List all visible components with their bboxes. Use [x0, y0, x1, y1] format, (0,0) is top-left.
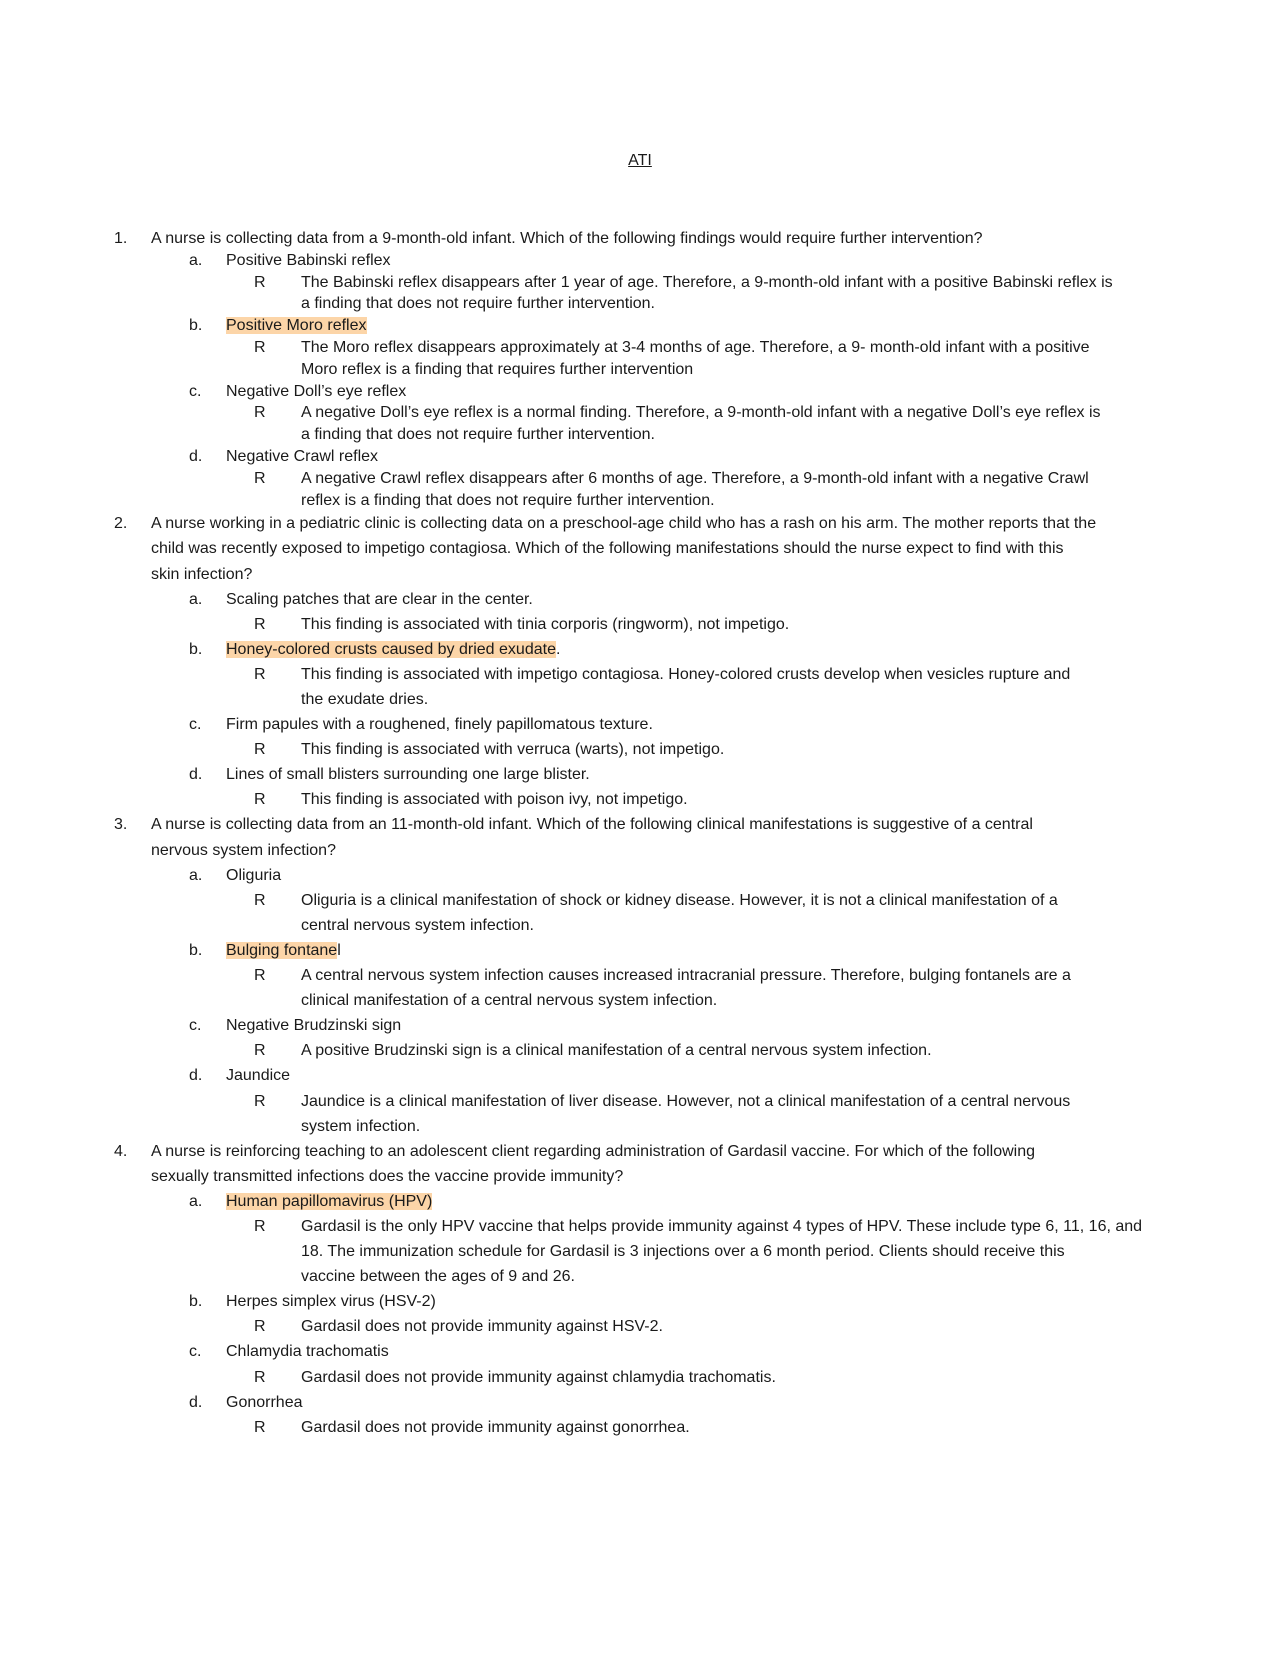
rationale-text: Oliguria is a clinical manifestation of shock or kidney disease. However, it is not a clinical manifestation of a: [301, 891, 1058, 909]
answer-option: [0, 637, 1280, 662]
question-stem-text: A nurse is collecting data from a 9-month-old infant. Which of the following findings would require further intervention?: [151, 230, 983, 247]
option-text: Jaundice: [226, 1067, 291, 1085]
answer-option: [0, 315, 1280, 337]
rationale-line: [0, 490, 1280, 512]
rationale-line: [0, 787, 1280, 812]
rationale-marker: R: [254, 469, 266, 487]
rationale-line: [0, 1089, 1280, 1114]
rationale-marker: R: [254, 891, 266, 909]
rationale-text: reflex is a finding that does not require further intervention.: [301, 491, 715, 509]
rationale-marker: R: [254, 1042, 266, 1060]
rationale-text: This finding is associated with tinia corporis (ringworm), not impetigo.: [301, 615, 790, 633]
correct-answer-highlight: Bulging fontane: [226, 941, 338, 959]
question-stem-text: A nurse is reinforcing teaching to an adolescent client regarding administration of Gardasil vaccine. For which of the following: [151, 1142, 1036, 1160]
option-letter: b.: [189, 317, 203, 335]
rationale-text: This finding is associated with verruca (warts), not impetigo.: [301, 741, 725, 759]
rationale-text: the exudate dries.: [301, 691, 429, 709]
question-stem-text: child was recently exposed to impetigo contagiosa. Which of the following manifestations should the nurse expect to find with this: [151, 540, 1064, 558]
option-letter: d.: [189, 1067, 203, 1085]
answer-option: [0, 1013, 1280, 1038]
option-text: Chlamydia trachomatis: [226, 1343, 389, 1361]
question-stem-text: A nurse is collecting data from an 11-month-old infant. Which of the following clinical manifestations is suggestive of a central: [151, 816, 1033, 834]
question-stem-line: [0, 1164, 1280, 1189]
answer-option: [0, 1390, 1280, 1415]
question-item: [0, 228, 1280, 511]
rationale-line: [0, 888, 1280, 913]
rationale-line: [0, 1214, 1280, 1239]
rationale-text: Gardasil does not provide immunity against chlamydia trachomatis.: [301, 1368, 776, 1386]
option-letter: a.: [189, 251, 203, 269]
rationale-text: This finding is associated with poison ivy, not impetigo.: [301, 791, 688, 809]
answer-option: [0, 762, 1280, 787]
rationale-line: [0, 1415, 1280, 1440]
option-letter: d.: [189, 766, 203, 784]
rationale-marker: R: [254, 741, 266, 759]
question-stem-line: [0, 562, 1280, 587]
option-letter: d.: [189, 1393, 203, 1411]
answer-option: [0, 863, 1280, 888]
rationale-line: [0, 468, 1280, 490]
correct-answer-highlight: Human papillomavirus (HPV): [226, 1192, 433, 1210]
rationale-line: [0, 359, 1280, 381]
correct-answer-highlight: Positive Moro reflex: [226, 317, 367, 335]
question-stem-text: nervous system infection?: [151, 841, 336, 859]
question-stem-text: A nurse working in a pediatric clinic is collecting data on a preschool-age child who has a rash on his arm. The mother reports that the: [151, 515, 1097, 533]
option-letter: a.: [189, 866, 203, 884]
question-list: [0, 228, 1280, 1440]
option-letter: c.: [189, 382, 202, 400]
option-text: Negative Doll’s eye reflex: [226, 382, 407, 400]
rationale-text: A negative Crawl reflex disappears after 6 months of age. Therefore, a 9-month-old infant with a negative Crawl: [301, 469, 1089, 487]
option-text: Positive Babinski reflex: [226, 251, 391, 269]
rationale-line: [0, 662, 1280, 687]
question-stem-line: [0, 838, 1280, 863]
option-letter: c.: [189, 1343, 202, 1361]
rationale-line: [0, 963, 1280, 988]
question-item: [0, 812, 1280, 1138]
rationale-text: Gardasil is the only HPV vaccine that helps provide immunity against 4 types of HPV. These include type 6, 11, 16, and: [301, 1217, 1143, 1235]
option-letter: a.: [189, 1192, 203, 1210]
rationale-marker: R: [254, 665, 266, 683]
rationale-marker: R: [254, 404, 266, 422]
answer-option: [0, 712, 1280, 737]
option-letter: b.: [189, 640, 203, 658]
rationale-text: A central nervous system infection causes increased intracranial pressure. Therefore, bulging fontanels are a: [301, 967, 1071, 985]
option-letter: b.: [189, 941, 203, 959]
rationale-text: central nervous system infection.: [301, 916, 534, 934]
answer-option: [0, 1289, 1280, 1314]
rationale-line: [0, 1239, 1280, 1264]
question-stem-line: [0, 536, 1280, 561]
option-letter: a.: [189, 590, 203, 608]
rationale-line: [0, 913, 1280, 938]
rationale-marker: R: [254, 1217, 266, 1235]
rationale-line: [0, 1314, 1280, 1339]
question-stem-text: skin infection?: [151, 565, 253, 583]
rationale-line: [0, 988, 1280, 1013]
rationale-line: [0, 1038, 1280, 1063]
rationale-marker: R: [254, 273, 266, 291]
rationale-marker: R: [254, 1418, 266, 1436]
rationale-line: [0, 337, 1280, 359]
question-number: 3.: [114, 816, 128, 834]
rationale-line: [0, 1264, 1280, 1289]
rationale-text: The Moro reflex disappears approximately at 3-4 months of age. Therefore, a 9- month-old infant with a positive: [301, 338, 1090, 356]
answer-option: [0, 938, 1280, 963]
question-number: 2.: [114, 515, 128, 533]
rationale-marker: R: [254, 791, 266, 809]
rationale-marker: R: [254, 1092, 266, 1110]
option-letter: c.: [189, 1017, 202, 1035]
option-text-tail: .: [555, 640, 561, 658]
question-stem-line: [0, 812, 1280, 837]
option-text-tail: l: [337, 941, 341, 959]
question-number: 1.: [114, 230, 128, 247]
answer-option: [0, 250, 1280, 272]
option-text: Gonorrhea: [226, 1393, 303, 1411]
rationale-line: [0, 687, 1280, 712]
rationale-text: a finding that does not require further intervention.: [301, 295, 655, 313]
answer-option: [0, 587, 1280, 612]
rationale-line: [0, 612, 1280, 637]
rationale-line: [0, 402, 1280, 424]
rationale-text: a finding that does not require further intervention.: [301, 426, 655, 444]
correct-answer-highlight: Honey-colored crusts caused by dried exudate: [226, 640, 556, 658]
answer-option: [0, 381, 1280, 403]
answer-option: [0, 446, 1280, 468]
question-item: [0, 511, 1280, 812]
option-letter: d.: [189, 447, 203, 465]
rationale-line: [0, 293, 1280, 315]
rationale-line: [0, 1365, 1280, 1390]
rationale-text: Gardasil does not provide immunity against gonorrhea.: [301, 1418, 690, 1436]
rationale-text: A negative Doll’s eye reflex is a normal finding. Therefore, a 9-month-old infant with a negative Doll’s eye reflex is: [301, 404, 1101, 422]
rationale-marker: R: [254, 1368, 266, 1386]
rationale-text: Jaundice is a clinical manifestation of liver disease. However, not a clinical manifestation of a central nervous: [301, 1092, 1071, 1110]
answer-option: [0, 1063, 1280, 1088]
rationale-text: Moro reflex is a finding that requires further intervention: [301, 360, 694, 378]
option-text: Negative Brudzinski sign: [226, 1017, 402, 1035]
option-text: Firm papules with a roughened, finely papillomatous texture.: [226, 716, 653, 734]
rationale-marker: R: [254, 338, 266, 356]
answer-option: [0, 1189, 1280, 1214]
rationale-text: This finding is associated with impetigo contagiosa. Honey-colored crusts develop when vesicles rupture and: [301, 665, 1071, 683]
rationale-line: [0, 272, 1280, 294]
rationale-marker: R: [254, 615, 266, 633]
document-title: ATI: [628, 152, 652, 169]
rationale-text: Gardasil does not provide immunity against HSV-2.: [301, 1318, 663, 1336]
question-stem-line: [0, 228, 1280, 250]
rationale-text: A positive Brudzinski sign is a clinical manifestation of a central nervous system infection.: [301, 1042, 932, 1060]
option-text: Scaling patches that are clear in the center.: [226, 590, 533, 608]
rationale-text: 18. The immunization schedule for Gardasil is 3 injections over a 6 month period. Clients should receive this: [301, 1243, 1065, 1261]
rationale-line: [0, 424, 1280, 446]
question-item: [0, 1139, 1280, 1440]
option-letter: b.: [189, 1293, 203, 1311]
rationale-text: system infection.: [301, 1117, 421, 1135]
rationale-line: [0, 1114, 1280, 1139]
option-letter: c.: [189, 716, 202, 734]
option-text: Negative Crawl reflex: [226, 447, 379, 465]
option-text: Lines of small blisters surrounding one large blister.: [226, 766, 590, 784]
rationale-marker: R: [254, 1318, 266, 1336]
rationale-line: [0, 737, 1280, 762]
option-text: Oliguria: [226, 866, 282, 884]
question-number: 4.: [114, 1142, 128, 1160]
answer-option: [0, 1339, 1280, 1364]
rationale-marker: R: [254, 967, 266, 985]
question-stem-line: [0, 511, 1280, 536]
rationale-text: The Babinski reflex disappears after 1 year of age. Therefore, a 9-month-old infant with a positive Babinski reflex is: [301, 273, 1113, 291]
question-stem-text: sexually transmitted infections does the vaccine provide immunity?: [151, 1167, 624, 1185]
option-text: Herpes simplex virus (HSV-2): [226, 1293, 436, 1311]
question-stem-line: [0, 1139, 1280, 1164]
rationale-text: clinical manifestation of a central nervous system infection.: [301, 992, 718, 1010]
rationale-text: vaccine between the ages of 9 and 26.: [301, 1268, 575, 1286]
